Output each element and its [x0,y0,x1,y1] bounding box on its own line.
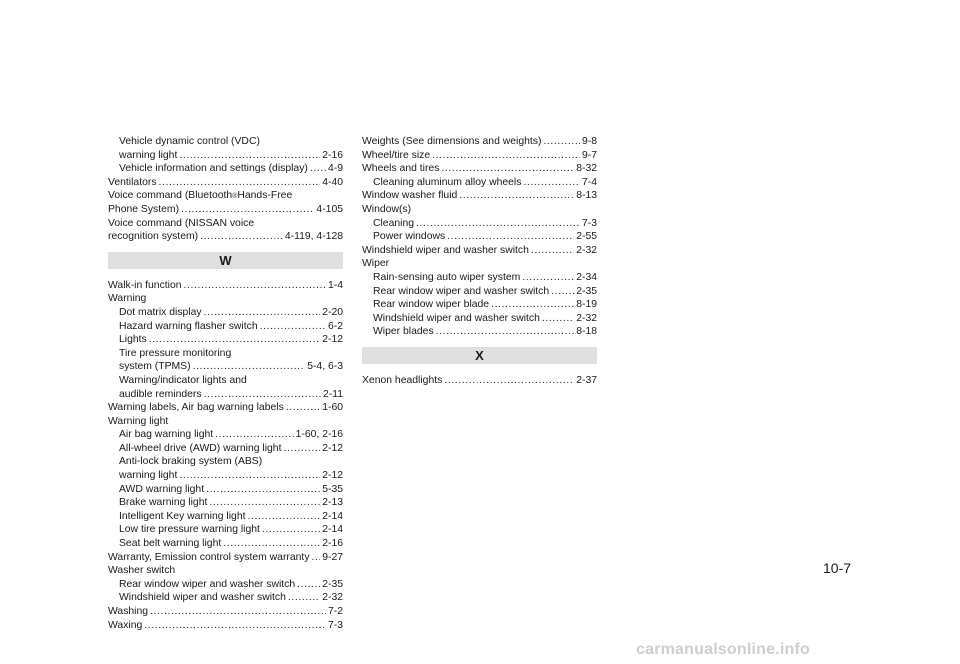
entry-term: Windshield wiper and washer switch [119,592,286,604]
entry-term: Voice command (Bluetooth [108,190,233,202]
entry-term: recognition system) [108,231,199,243]
dot-leader [491,298,574,312]
entry-term: Warning labels, Air bag warning labels [108,402,284,414]
index-entry [108,306,343,320]
index-entry [108,149,343,163]
entry-page-ref: 2-34 [576,271,597,283]
entry-term: Rear window wiper and washer switch [373,285,550,297]
entry-term: Wiper blades [373,326,434,338]
dot-leader [432,149,580,163]
entry-page-ref: 2-20 [322,306,343,318]
index-entry [362,298,597,312]
entry-term: Windshield wiper and washer switch [362,244,529,256]
site-watermark: carmanualsonline.info [636,641,811,658]
index-entry [108,388,343,402]
entry-page-ref: 2-16 [322,538,343,550]
entry-term: Voice command (NISSAN voice [108,217,255,229]
index-entry [362,162,597,176]
index-entry [362,285,597,299]
index-entry [362,189,597,203]
index-entry [108,347,343,361]
index-entry [362,230,597,244]
entry-page-ref: 2-11 [322,388,343,400]
dot-leader [200,230,283,244]
index-entry [108,551,343,565]
entry-term: Wiper [362,258,390,270]
index-entry [108,619,343,633]
entry-page-ref: 2-35 [322,578,343,590]
dot-leader [447,230,574,244]
entry-page-ref: 2-12 [322,470,343,482]
entry-page-ref: 2-35 [576,285,597,297]
index-entry [108,292,343,306]
dot-leader [522,271,574,285]
dot-leader [542,312,574,326]
dot-leader [179,149,320,163]
entry-page-ref: 8-13 [576,190,597,202]
index-entry [108,578,343,592]
entry-term: Intelligent Key warning light [119,510,246,522]
entry-page-ref: 5-35 [322,483,343,495]
index-entry [108,591,343,605]
dot-leader [181,203,314,217]
dot-leader [436,325,575,339]
entry-page-ref: 9-7 [581,149,597,161]
index-entry [108,510,343,524]
index-entry [108,442,343,456]
section-heading-w: W [108,252,343,269]
entry-page-ref: 2-55 [576,231,597,243]
entry-term: Dot matrix display [119,306,202,318]
index-entry [362,271,597,285]
entry-term: Hazard warning flasher switch [119,320,258,332]
dot-leader [441,162,574,176]
index-entry [108,469,343,483]
entry-term: Window washer fluid [362,190,458,202]
entry-term: Low tire pressure warning light [119,524,260,536]
entry-page-ref: 2-37 [576,374,597,386]
dot-leader [283,442,320,456]
dot-leader [310,162,326,176]
entry-page-ref: 8-18 [576,326,597,338]
index-entry [362,257,597,271]
entry-page-ref: 9-8 [581,136,597,147]
entry-term: Rear window wiper blade [373,299,490,311]
entry-term: Waxing [108,619,143,631]
index-entry [108,279,343,293]
index-entry [108,523,343,537]
index-entry [108,496,343,510]
entry-term: Washing [108,606,149,617]
index-entry [108,401,343,415]
entry-page-ref: 7-2 [327,606,343,617]
index-entry [362,374,597,388]
index-entry [362,312,597,326]
entry-term: Air bag warning light [119,429,214,441]
entry-term: warning light [119,149,178,161]
index-entry [108,374,343,388]
entry-term: Washer switch [108,565,176,577]
entry-page-ref: 1-60 [322,402,343,414]
entry-page-ref: 2-12 [322,442,343,454]
index-entry [362,149,597,163]
index-entry [108,176,343,190]
entry-page-ref: 4-105 [316,203,343,215]
index-entry [108,230,343,244]
dot-leader [209,496,320,510]
entry-term: Xenon headlights [362,374,443,386]
entry-page-ref: 2-32 [322,592,343,604]
entry-term: Warning/indicator lights and [119,374,247,386]
dot-leader [288,591,320,605]
entry-page-ref: 8-32 [576,163,597,175]
entry-term: AWD warning light [119,483,205,495]
entry-page-ref: 6-2 [327,320,343,332]
entry-page-ref: 7-4 [581,176,597,188]
entry-page-ref: 2-13 [322,497,343,509]
index-entry [108,333,343,347]
entry-term: audible reminders [119,388,202,400]
entry-term: system (TPMS) [119,361,191,373]
entry-page-ref: 1-60, 2-16 [295,429,343,441]
dot-leader [260,320,326,334]
entry-term: Lights [119,334,147,346]
dot-leader [206,483,320,497]
index-column-left [108,135,343,632]
dot-leader [184,279,326,293]
entry-term: Seat belt warning light [119,538,222,550]
entry-term: Anti-lock braking system (ABS) [119,456,263,468]
entry-term: Power windows [373,231,446,243]
entry-term: Tire pressure monitoring [119,347,232,359]
index-entry [108,135,343,149]
entry-term: Cleaning [373,217,415,229]
dot-leader [262,523,320,537]
entry-term: Phone System) [108,203,180,215]
entry-term: All-wheel drive (AWD) warning light [119,442,282,454]
dot-leader [248,510,321,524]
entry-page-ref: 2-14 [322,510,343,522]
page-number: 10-7 [823,560,852,576]
entry-term: Warranty, Emission control system warranty [108,551,310,563]
dot-leader [531,244,574,258]
dot-leader [543,135,580,149]
entry-page-ref: 4-119, 4-128 [284,231,343,243]
entry-page-ref: 4-40 [322,176,343,188]
index-entry [108,203,343,217]
entry-term: Weights (See dimensions and weights) [362,136,542,147]
entry-term: Wheels and tires [362,163,440,175]
entry-term: Warning [108,293,147,305]
index-entry [362,244,597,258]
entry-term: Rear window wiper and washer switch [119,578,296,590]
index-entry [108,605,343,619]
dot-leader [459,189,574,203]
entry-page-ref: 4-9 [327,163,343,175]
entry-page-ref: 7-3 [327,619,343,631]
dot-leader [144,619,326,633]
entry-term: Rain-sensing auto wiper system [373,271,521,283]
entry-page-ref: 2-32 [576,312,597,324]
entry-term: Vehicle dynamic control (VDC) [119,136,260,147]
index-entry [362,217,597,231]
dot-leader [523,176,580,190]
entry-term: Cleaning aluminum alloy wheels [373,176,522,188]
index-entry [362,176,597,190]
entry-term: Brake warning light [119,497,208,509]
entry-term: Warning light [108,415,169,427]
dot-leader [204,306,321,320]
dot-leader [416,217,580,231]
index-entry [362,203,597,217]
index-group-x [362,374,597,388]
index-group-w-cont [362,135,597,339]
index-entry [108,564,343,578]
index-entry [108,360,343,374]
entry-page-ref: 7-3 [581,217,597,229]
index-entry [362,325,597,339]
index-group-w [108,279,343,632]
entry-term: Vehicle information and settings (display) [119,163,308,175]
dot-leader [204,388,321,402]
dot-leader [179,469,320,483]
entry-page-ref: 2-16 [322,149,343,161]
dot-leader [193,360,306,374]
index-group-v [108,135,343,244]
entry-page-ref: 5-4, 6-3 [307,361,343,373]
dot-leader [444,374,574,388]
index-entry [108,415,343,429]
entry-term-continued: Hands-Free [237,190,293,202]
entry-page-ref: 9-27 [322,551,343,563]
dot-leader [297,578,320,592]
entry-term: warning light [119,470,178,482]
index-entry [108,217,343,231]
dot-leader [150,605,326,619]
index-entry [362,135,597,149]
entry-term: Window(s) [362,203,412,215]
index-column-right [362,135,597,388]
dot-leader [223,537,320,551]
index-entry [108,455,343,469]
section-heading-x: X [362,347,597,364]
entry-term: Ventilators [108,176,157,188]
entry-page-ref: 1-4 [327,279,343,291]
entry-term: Windshield wiper and washer switch [373,312,540,324]
index-entry [108,320,343,334]
index-entry [108,483,343,497]
entry-page-ref: 2-32 [576,244,597,256]
index-entry [108,537,343,551]
entry-page-ref: 2-14 [322,524,343,536]
index-entry [108,428,343,442]
dot-leader [215,428,293,442]
dot-leader [149,333,320,347]
dot-leader [286,401,320,415]
index-entry: Voice command (Bluetooth ® Hands-Free [108,190,293,202]
entry-page-ref: 2-12 [322,334,343,346]
index-entry [108,162,343,176]
entry-term: Wheel/tire size [362,149,431,161]
entry-term: Walk-in function [108,279,182,291]
entry-page-ref: 8-19 [576,299,597,311]
dot-leader [312,551,321,565]
dot-leader [159,176,321,190]
dot-leader [551,285,574,299]
